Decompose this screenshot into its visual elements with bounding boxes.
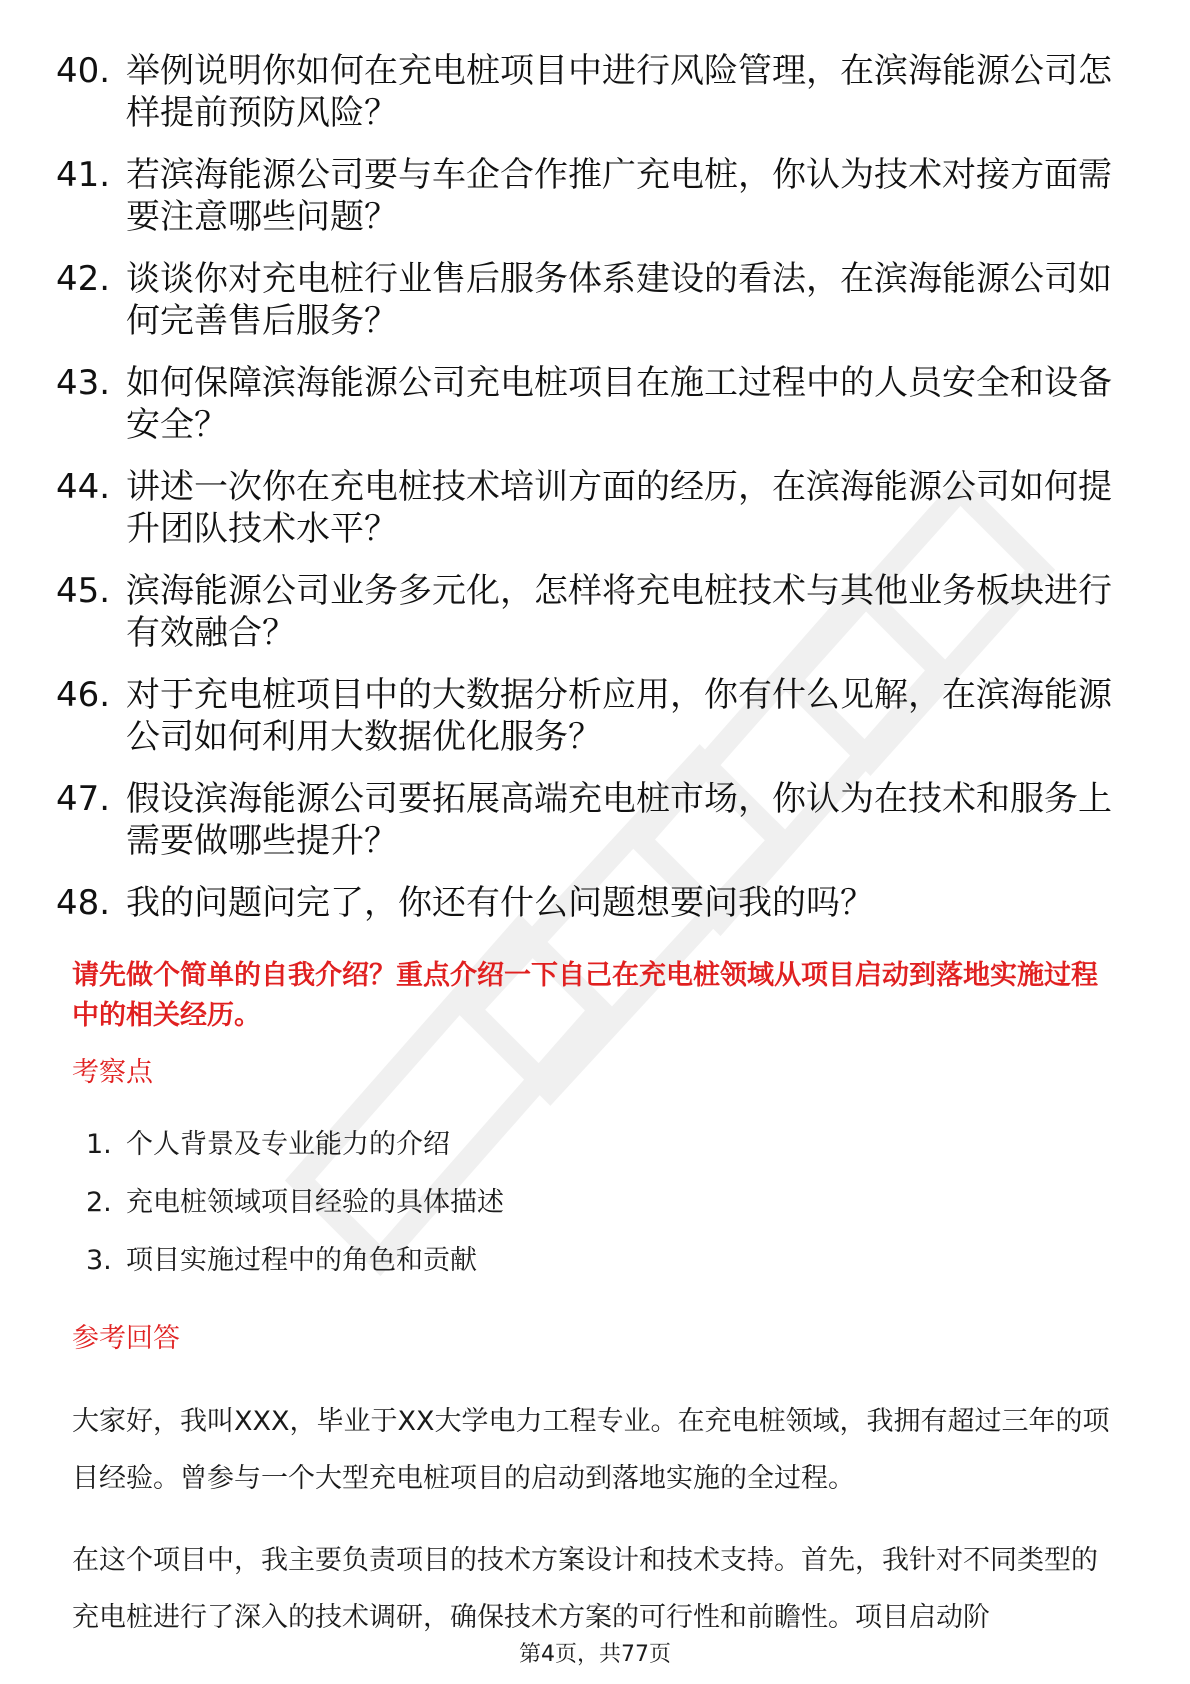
question-text: 谈谈你对充电桩行业售后服务体系建设的看法，在滨海能源公司如何完善售后服务？ [126, 259, 1112, 341]
question-number: 48. [56, 883, 111, 923]
question-number: 42. [56, 259, 111, 299]
question-text: 我的问题问完了，你还有什么问题想要问我的吗？ [126, 883, 874, 923]
review-points-list [86, 1128, 504, 1302]
question-text: 滨海能源公司业务多元化，怎样将充电桩技术与其他业务板块进行有效融合？ [126, 571, 1112, 653]
question-item [56, 154, 1126, 238]
question-item [56, 570, 1126, 654]
featured-question: 请先做个简单的自我介绍？重点介绍一下自己在充电桩领域从项目启动到落地实施过程中的相关经历。 [72, 960, 1098, 1031]
review-points-label: 考察点 [72, 1057, 153, 1088]
question-number: 41. [56, 155, 111, 195]
review-point-text: 充电桩领域项目经验的具体描述 [126, 1187, 504, 1218]
question-text: 举例说明你如何在充电桩项目中进行风险管理，在滨海能源公司怎样提前预防风险？ [126, 51, 1112, 133]
question-item [56, 882, 1126, 924]
question-text: 若滨海能源公司要与车企合作推广充电桩，你认为技术对接方面需要注意哪些问题？ [126, 155, 1112, 237]
question-number: 47. [56, 779, 111, 819]
question-text: 讲述一次你在充电桩技术培训方面的经历，在滨海能源公司如何提升团队技术水平？ [126, 467, 1112, 549]
answer-paragraph: 在这个项目中，我主要负责项目的技术方案设计和技术支持。首先，我针对不同类型的充电桩进行了深入的技术调研，确保技术方案的可行性和前瞻性。项目启动阶 [72, 1545, 1098, 1633]
review-point-text: 个人背景及专业能力的介绍 [126, 1129, 450, 1160]
review-point-item [86, 1186, 504, 1244]
question-number: 45. [56, 571, 111, 611]
question-item [56, 50, 1126, 134]
question-item [56, 362, 1126, 446]
question-item [56, 258, 1126, 342]
question-number: 44. [56, 467, 111, 507]
question-number: 40. [56, 51, 111, 91]
review-point-number: 1. [86, 1129, 112, 1160]
question-item [56, 466, 1126, 550]
review-point-number: 3. [86, 1245, 112, 1276]
review-point-item [86, 1244, 504, 1302]
review-point-item [86, 1128, 504, 1186]
question-item [56, 778, 1126, 862]
reference-answer-label: 参考回答 [72, 1323, 180, 1354]
question-item [56, 674, 1126, 758]
question-text: 对于充电桩项目中的大数据分析应用，你有什么见解，在滨海能源公司如何利用大数据优化服务？ [126, 675, 1112, 757]
question-list [56, 50, 1126, 944]
review-point-number: 2. [86, 1187, 112, 1218]
question-text: 如何保障滨海能源公司充电桩项目在施工过程中的人员安全和设备安全？ [126, 363, 1112, 445]
answer-paragraph: 大家好，我叫XXX，毕业于XX大学电力工程专业。在充电桩领域，我拥有超过三年的项目经验。曾参与一个大型充电桩项目的启动到落地实施的全过程。 [72, 1406, 1110, 1494]
question-number: 43. [56, 363, 111, 403]
page-footer: 第4页，共77页 [519, 1642, 671, 1667]
review-point-text: 项目实施过程中的角色和贡献 [126, 1245, 477, 1276]
question-text: 假设滨海能源公司要拓展高端充电桩市场，你认为在技术和服务上需要做哪些提升？ [126, 779, 1112, 861]
question-number: 46. [56, 675, 111, 715]
